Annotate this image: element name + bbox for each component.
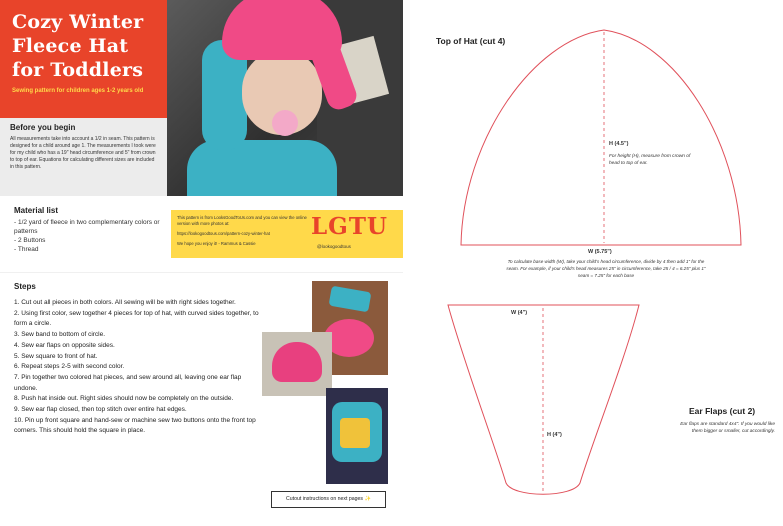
step-item: 4. Sew ear flaps on opposite sides. (14, 341, 115, 349)
pacifier-shape (272, 110, 298, 136)
yellow-square-shape (340, 418, 370, 448)
top-hat-height-label: H (4.5") (609, 141, 629, 147)
ear-flaps-title: Ear Flaps (cut 2) (689, 406, 756, 416)
step-item: 3. Sew band to bottom of circle. (14, 331, 106, 339)
promo-thanks: We hope you enjoy it! - Rammus & Cassie (177, 241, 256, 246)
top-hat-width-note: To calculate base width (W), take your child's head circumference, divide by 4 then add 1" for the seam. For example, if your child's head measures 25" in circumference, take 25 / 4 = 6.25" plus 1" seam = 7.25" for each base (506, 259, 706, 278)
steps-list (14, 298, 260, 437)
material-item: - 2 Buttons (14, 237, 46, 244)
cutout-note (271, 491, 386, 508)
step-item: 1. Cut out all pieces in both colors. All sewing will be with right sides together. (14, 299, 236, 306)
step-item: 8. Push hat inside out. Right sides should now be completely on the outside. (14, 395, 234, 403)
page-subtitle: Sewing pattern for children ages 1-2 years old (12, 88, 144, 94)
before-you-begin (0, 118, 167, 196)
jacket-shape (187, 140, 337, 196)
step-item: 10. Pin up front square and hand-sew or machine sew two buttons onto the front top corners. This should hold the square in place. (14, 416, 256, 435)
promo-handle: @lookogoodtous (317, 244, 351, 249)
lgtu-logo: LGTU (311, 213, 388, 240)
ear-flap-height-label: H (4") (547, 432, 562, 438)
step-photo-finished (326, 388, 388, 484)
ear-flap-outline (448, 305, 639, 494)
toddler-photo (167, 0, 403, 196)
pattern-column (403, 0, 783, 526)
before-heading: Before you begin (10, 123, 76, 132)
ear-flaps-note: Ear flaps are standard 4x4". If you would like them bigger or smaller, cut accordingly. (680, 422, 775, 434)
material-item: - Thread (14, 246, 39, 253)
title-block (0, 0, 167, 118)
sparkle-icon: ✨ (364, 496, 371, 502)
step-item: 6. Repeat steps 2-5 with second color. (14, 363, 125, 371)
before-text: All measurements take into account a 1/2 in seam. This pattern is designed for a child around age 1. The measurements I took were for my child who has a 19" head circumference and 5" from crown to top of ear. Equations for calculating different sizes are included in this pattern. (10, 136, 156, 170)
material-heading: Material list (14, 206, 59, 215)
page-title: Cozy Winter Fleece Hat for Toddlers (12, 11, 144, 81)
material-list (14, 206, 174, 254)
step-item: 2. Using first color, sew together 4 pieces for top of hat, with curved sides together, to form a circle. (14, 309, 259, 328)
promo-line: This pattern is from LooksGoodToUs.com and you can view the online version with more photos at: (177, 215, 307, 226)
promo-url[interactable]: https://lookogoodtous.com/pattern-cozy-winter-hat (177, 231, 270, 236)
ear-flap-width-label: W (4") (511, 310, 528, 316)
step-photo-hat (262, 332, 332, 396)
steps-heading: Steps (14, 282, 36, 291)
fabric-piece-shape (329, 286, 372, 313)
top-hat-title: Top of Hat (cut 4) (436, 36, 506, 46)
top-hat-outline (461, 30, 741, 245)
top-hat-width-label: W (5.75") (588, 249, 612, 255)
pink-hat-shape (272, 342, 322, 382)
step-item: 7. Pin together two colored hat pieces, and sew around all, leaving one ear flap undone. (14, 373, 242, 392)
step-item: 5. Sew square to front of hat. (14, 352, 98, 360)
cutout-note-text: Cutout instructions on next pages (286, 496, 364, 502)
promo-box (171, 210, 403, 258)
top-hat-height-note: For height (H), measure from crown of head to top of ear. (609, 154, 691, 166)
promo-text (177, 215, 307, 247)
material-item: - 1/2 yard of fleece in two complementary colors or patterns (14, 219, 160, 235)
divider (0, 272, 403, 273)
step-item: 9. Sew ear flap closed, then top stitch over entire hat edges. (14, 406, 187, 414)
